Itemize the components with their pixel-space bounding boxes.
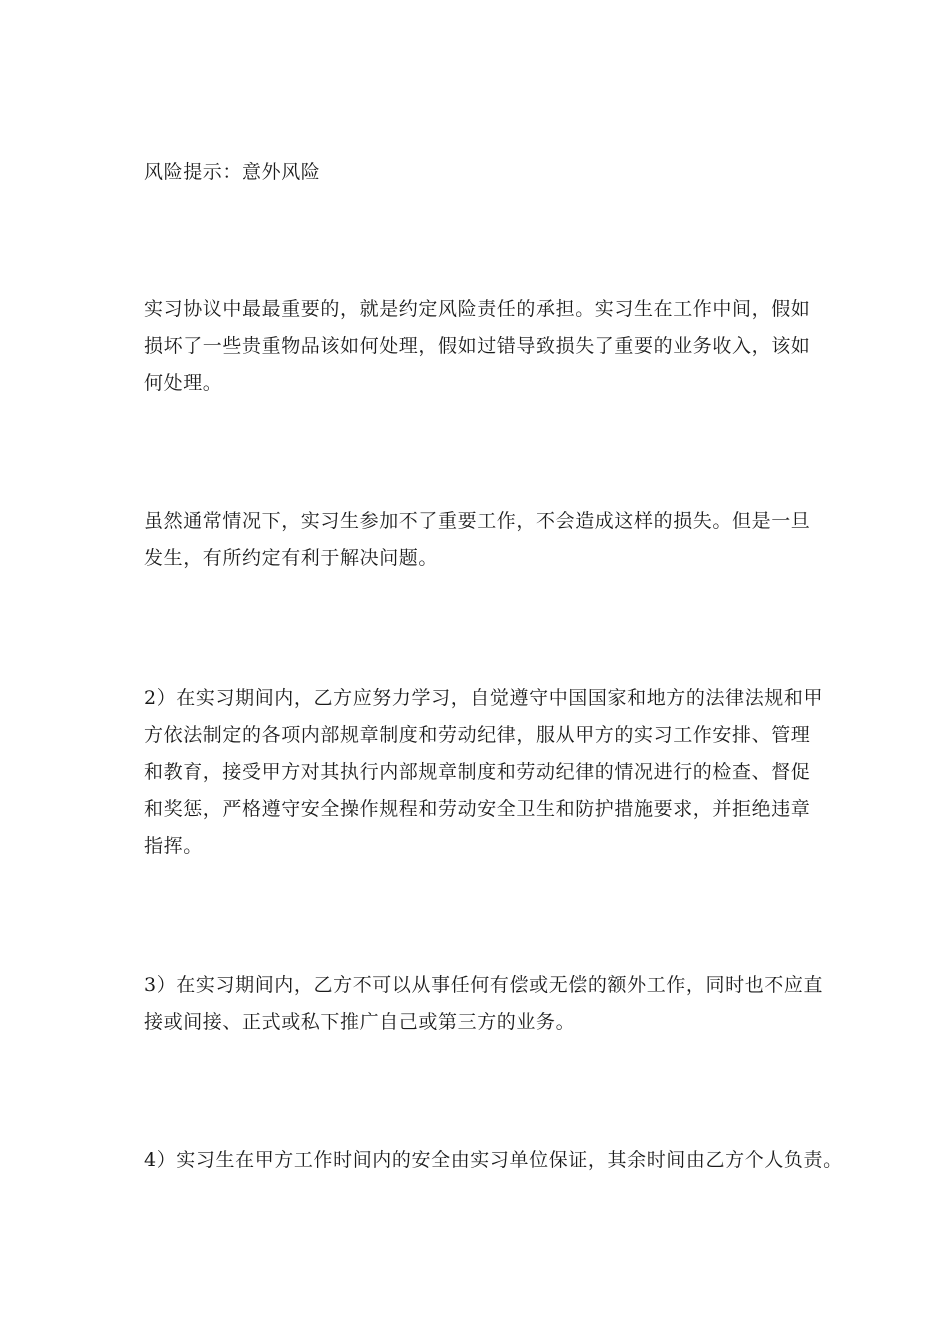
item-2-line-5: 指挥。 xyxy=(144,835,203,857)
paragraph-1-line-1: 实习协议中最最重要的，就是约定风险责任的承担。实习生在工作中间，假如 xyxy=(144,298,811,320)
section-heading: 风险提示：意外风险 xyxy=(144,161,321,183)
item-2-line-3: 和教育，接受甲方对其执行内部规章制度和劳动纪律的情况进行的检查、督促 xyxy=(144,761,811,783)
item-3-line-1: 3）在实习期间内，乙方不可以从事任何有偿或无偿的额外工作，同时也不应直 xyxy=(144,974,824,996)
item-2-line-1: 2）在实习期间内，乙方应努力学习，自觉遵守中国国家和地方的法律法规和甲 xyxy=(144,687,824,709)
item-2-line-4: 和奖惩，严格遵守安全操作规程和劳动安全卫生和防护措施要求，并拒绝违章 xyxy=(144,798,811,820)
item-2-line-2: 方依法制定的各项内部规章制度和劳动纪律，服从甲方的实习工作安排、管理 xyxy=(144,724,811,746)
paragraph-1-line-3: 何处理。 xyxy=(144,372,223,394)
paragraph-2-line-1: 虽然通常情况下，实习生参加不了重要工作，不会造成这样的损失。但是一旦 xyxy=(144,510,811,532)
paragraph-1-line-2: 损坏了一些贵重物品该如何处理，假如过错导致损失了重要的业务收入，该如 xyxy=(144,335,811,357)
item-3-line-2: 接或间接、正式或私下推广自己或第三方的业务。 xyxy=(144,1011,576,1033)
paragraph-2-line-2: 发生，有所约定有利于解决问题。 xyxy=(144,547,439,569)
item-4-line-1: 4）实习生在甲方工作时间内的安全由实习单位保证，其余时间由乙方个人负责。 xyxy=(144,1149,843,1171)
